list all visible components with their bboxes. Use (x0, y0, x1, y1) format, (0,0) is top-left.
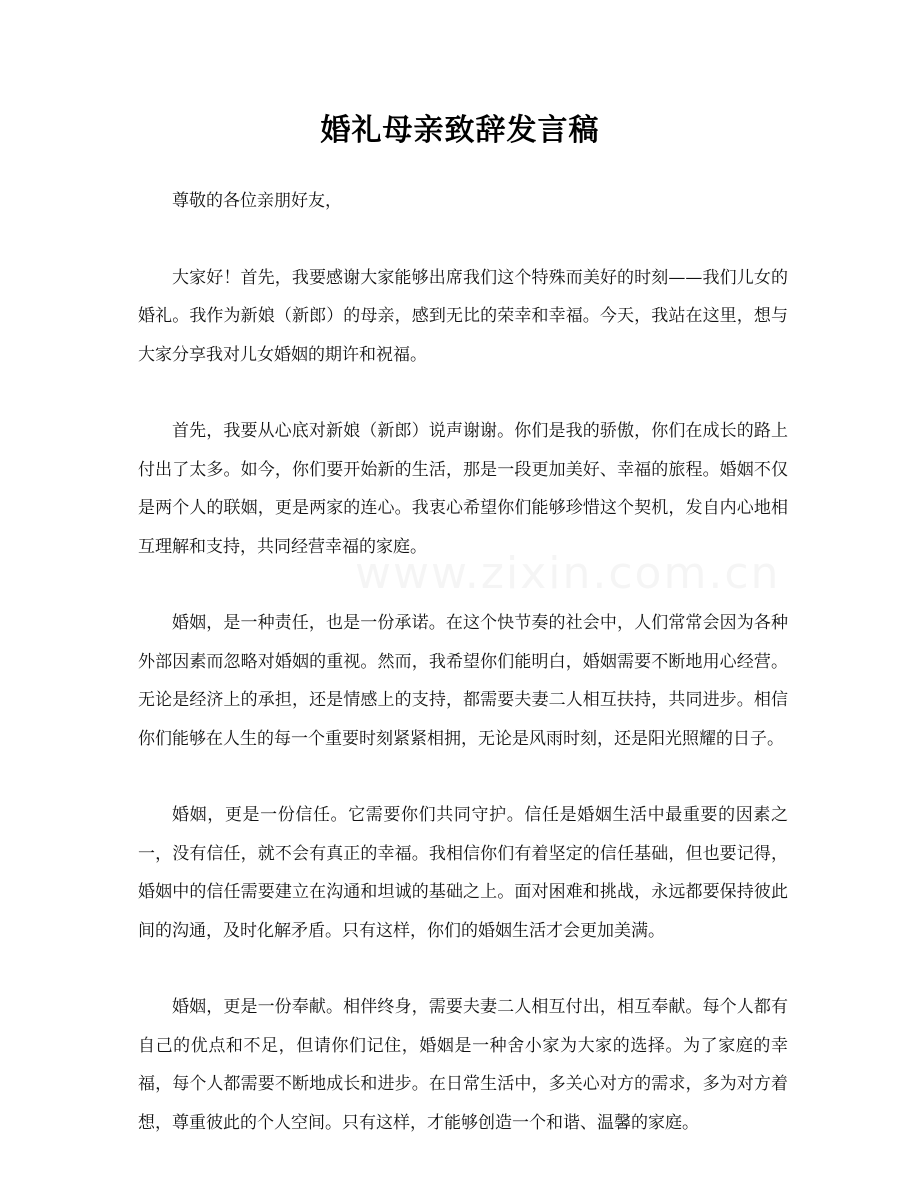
paragraph-trust: 婚姻，更是一份信任。它需要你们共同守护。信任是婚姻生活中最重要的因素之一，没有信任，就不会有真正的幸福。我相信你们有着坚定的信任基础，但也要记得，婚姻中的信任需要建立在沟通和坦诚的基础之上。面对困难和挑战，永远都要保持彼此间的沟通，及时化解矛盾。只有这样，你们的婚姻生活才会更加美满。 (138, 805, 788, 941)
paragraph-thanks: 首先，我要从心底对新娘（新郎）说声谢谢。你们是我的骄傲，你们在成长的路上付出了太多。如今，你们要开始新的生活，那是一段更加美好、幸福的旅程。婚姻不仅是两个人的联姻，更是两家的连心。我衷心希望你们能够珍惜这个契机，发自内心地相互理解和支持，共同经营幸福的家庭。 (138, 421, 788, 557)
watermark-text: www.zixin.com.cn (355, 548, 781, 599)
document-title: 婚礼母亲致辞发言稿 (320, 113, 600, 148)
paragraph-greeting: 大家好！首先，我要感谢大家能够出席我们这个特殊而美好的时刻——我们儿女的婚礼。我作为新娘（新郎）的母亲，感到无比的荣幸和幸福。今天，我站在这里，想与大家分享我对儿女婚姻的期许和祝福。 (138, 267, 788, 365)
paragraph-responsibility: 婚姻，是一种责任，也是一份承诺。在这个快节奏的社会中，人们常常会因为各种外部因素而忽略对婚姻的重视。然而，我希望你们能明白，婚姻需要不断地用心经营。无论是经济上的承担，还是情感上的支持，都需要夫妻二人相互扶持，共同进步。相信你们能够在人生的每一个重要时刻紧紧相拥，无论是风雨时刻，还是阳光照耀的日子。 (138, 613, 788, 749)
document-body (138, 182, 788, 1180)
paragraph-dedication: 婚姻，更是一份奉献。相伴终身，需要夫妻二人相互付出，相互奉献。每个人都有自己的优点和不足，但请你们记住，婚姻是一种舍小家为大家的选择。为了家庭的幸福，每个人都需要不断地成长和进步。在日常生活中，多关心对方的需求，多为对方着想，尊重彼此的个人空间。只有这样，才能够创造一个和谐、温馨的家庭。 (138, 997, 788, 1133)
paragraph-salutation: 尊敬的各位亲朋好友， (172, 191, 342, 211)
